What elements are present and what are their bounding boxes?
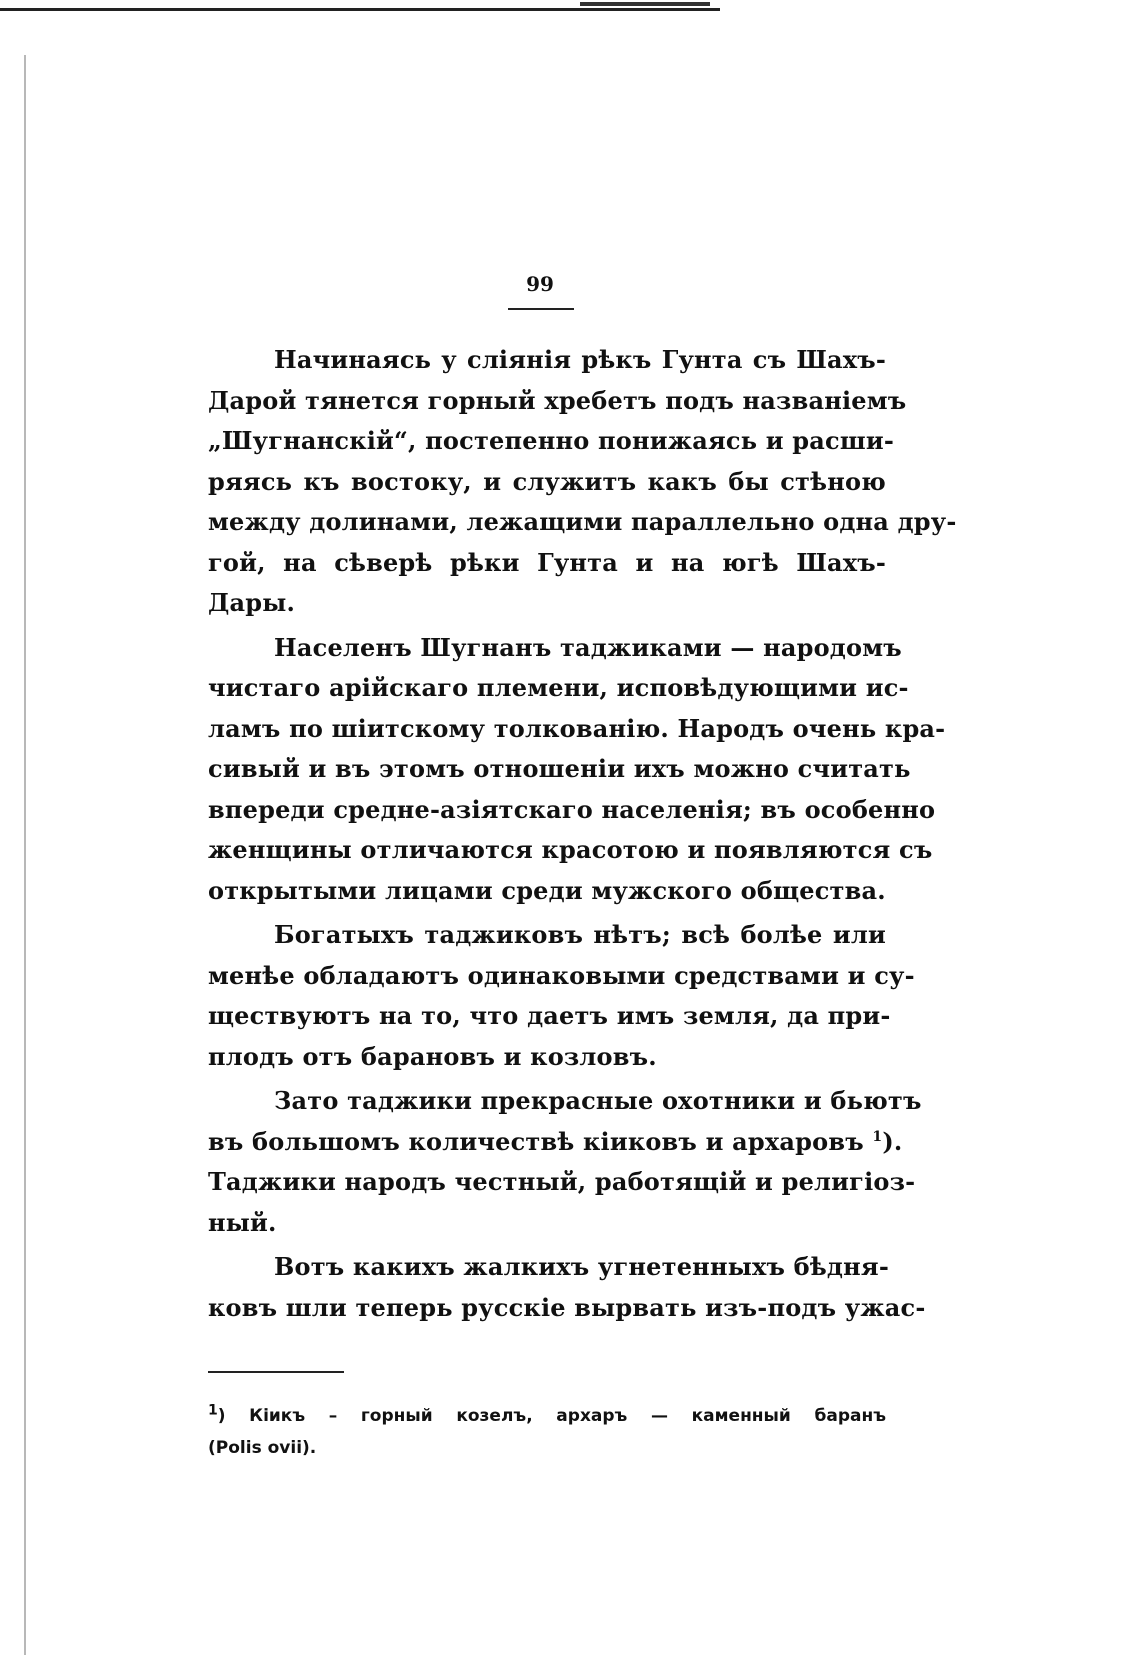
text-line: сивый и въ этомъ отношеніи ихъ можно считать bbox=[208, 754, 911, 783]
text-line: менѣе обладаютъ одинаковыми средствами и су- bbox=[208, 960, 915, 990]
text-line-with-footnote bbox=[208, 1122, 903, 1163]
footnote-marker: 1 bbox=[208, 1402, 218, 1419]
footnote-reference-close: ). bbox=[882, 1126, 903, 1156]
text-line: Дарой тянется горный хребетъ подъ названіемъ bbox=[208, 385, 907, 415]
top-edge-mark bbox=[580, 2, 710, 6]
footnote-line bbox=[208, 1400, 886, 1432]
paragraph bbox=[208, 340, 957, 624]
text-line: ный. bbox=[208, 1207, 277, 1237]
paragraph bbox=[208, 628, 946, 912]
text-line: Богатыхъ таджиковъ нѣтъ; всѣ болѣе или bbox=[274, 920, 886, 949]
text-line: открытыми лицами среди мужского общества. bbox=[208, 875, 886, 905]
text-line: чистаго арійскаго племени, исповѣдующими ис- bbox=[208, 673, 909, 702]
text-line: Населенъ Шугнанъ таджиками — народомъ bbox=[274, 632, 902, 662]
text-line: ществуютъ на то, что даетъ имъ земля, да при- bbox=[208, 1001, 891, 1030]
text-line: плодъ отъ барановъ и козловъ. bbox=[208, 1041, 657, 1071]
footnote-line: (Polis ovii). bbox=[208, 1438, 317, 1458]
page-number: 99 bbox=[526, 272, 554, 296]
footnote-rule bbox=[208, 1371, 344, 1373]
paragraph bbox=[208, 1081, 922, 1243]
text-line: Вотъ какихъ жалкихъ угнетенныхъ бѣдня- bbox=[274, 1252, 889, 1281]
text-line: „Шугнанскій“, постепенно понижаясь и расши- bbox=[208, 426, 895, 455]
text-line-content: въ большомъ количествѣ кіиковъ и архаровъ bbox=[208, 1126, 864, 1156]
text-line: между долинами, лежащими параллельно одна дру- bbox=[208, 507, 957, 536]
text-line: женщины отличаются красотою и появляются съ bbox=[208, 835, 933, 864]
text-line: гой, на сѣверѣ рѣки Гунта и на югѣ Шахъ- bbox=[208, 547, 886, 577]
page-number-rule bbox=[508, 308, 574, 310]
footnote-reference: 1 bbox=[872, 1128, 883, 1145]
body-text bbox=[208, 340, 957, 1328]
text-line: впереди средне-азіятскаго населенія; въ особенно bbox=[208, 794, 936, 824]
text-line: Дары. bbox=[208, 588, 296, 617]
footnote bbox=[208, 1400, 886, 1464]
paragraph bbox=[208, 1247, 926, 1328]
text-line: ковъ шли теперь русскіе вырвать изъ-подъ ужас- bbox=[208, 1292, 926, 1322]
text-line: Зато таджики прекрасные охотники и бьютъ bbox=[274, 1086, 922, 1115]
paragraph bbox=[208, 915, 915, 1077]
top-edge-rule bbox=[0, 8, 720, 11]
text-line: ряясь къ востоку, и служитъ какъ бы стѣною bbox=[208, 466, 886, 496]
footnote-text: ) Кіикъ – горный козелъ, архаръ — каменный баранъ bbox=[217, 1406, 886, 1426]
text-line: ламъ по шіитскому толкованію. Народъ очень кра- bbox=[208, 713, 946, 743]
text-line: Начинаясь у сліянія рѣкъ Гунта съ Шахъ- bbox=[274, 345, 886, 374]
text-line: Таджики народъ честный, работящій и религіоз- bbox=[208, 1167, 916, 1196]
